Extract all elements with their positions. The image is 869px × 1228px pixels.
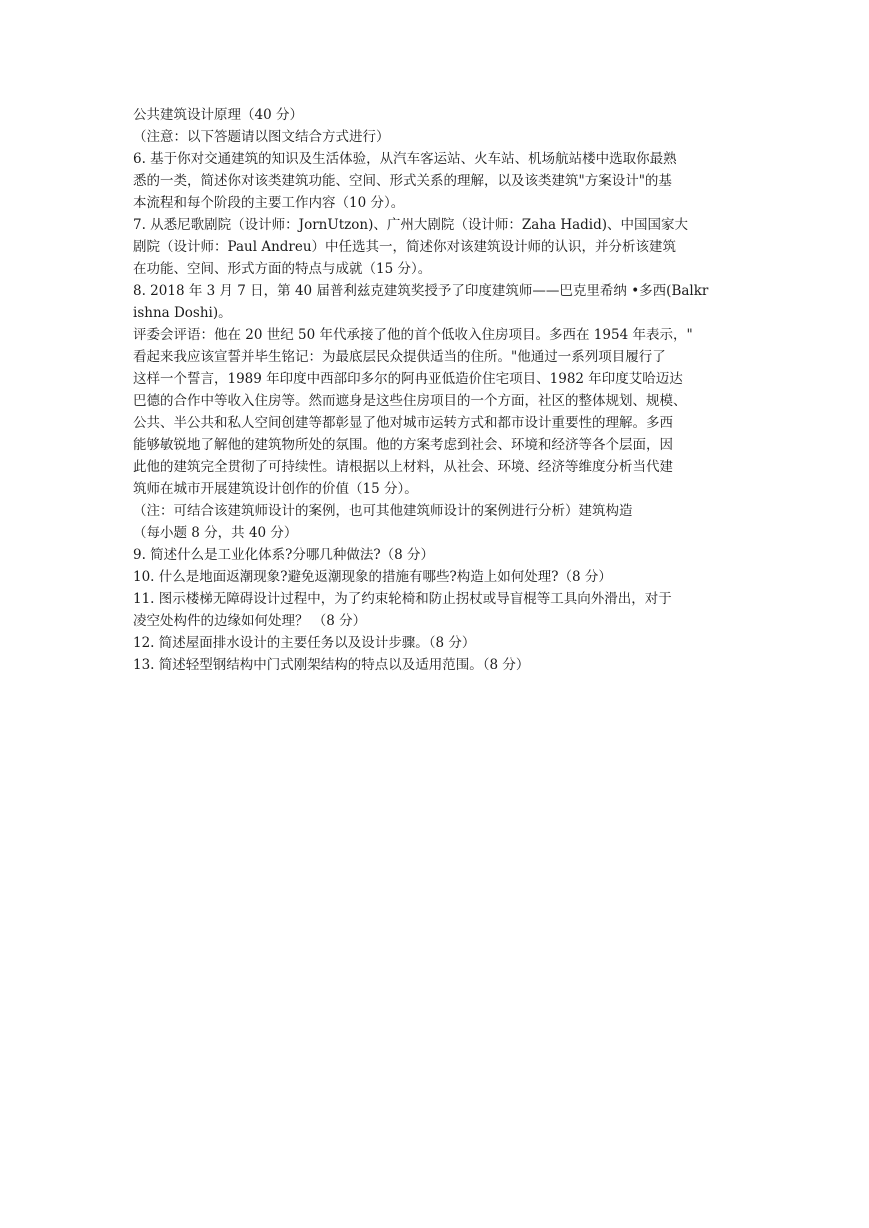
- question-7-line-3: 在功能、空间、形式方面的特点与成就（15 分）。: [133, 261, 432, 277]
- jury-comment-line-8: 筑师在城市开展建筑设计创作的价值（15 分）。: [133, 481, 418, 497]
- question-6-line-1: 6. 基于你对交通建筑的知识及生活体验，从汽车客运站、火车站、机场航站楼中选取你最熟: [133, 151, 677, 167]
- question-7-line-2: 剧院（设计师：Paul Andreu）中任选其一，简述你对该建筑设计师的认识，并分析该建筑: [133, 239, 677, 255]
- question-6-line-3: 本流程和每个阶段的主要工作内容（10 分）。: [133, 195, 405, 211]
- question-12: 12. 简述屋面排水设计的主要任务以及设计步骤。（8 分）: [133, 635, 476, 651]
- question-8-line-2: ishna Doshi)。: [133, 305, 232, 321]
- jury-comment-line-7: 此他的建筑完全贯彻了可持续性。请根据以上材料，从社会、环境、经济等维度分析当代建: [133, 459, 673, 475]
- jury-comment-line-1: 评委会评语：他在 20 世纪 50 年代承接了他的首个低收入住房项目。多西在 1954 年表示，": [133, 327, 693, 343]
- jury-comment-line-2: 看起来我应该宣誓并毕生铭记：为最底层民众提供适当的住所。"他通过一系列项目履行了: [133, 349, 666, 365]
- question-13: 13. 简述轻型钢结构中门式刚架结构的特点以及适用范围。（8 分）: [133, 657, 530, 673]
- note-and-section-title: （注：可结合该建筑师设计的案例，也可其他建筑师设计的案例进行分析）建筑构造: [133, 503, 633, 519]
- jury-comment-line-5: 公共、半公共和私人空间创建等都彰显了他对城市运转方式和都市设计重要性的理解。多西: [133, 415, 673, 431]
- jury-comment-line-3: 这样一个誓言，1989 年印度中西部印多尔的阿冉亚低造价住宅项目、1982 年印度艾哈迈达: [133, 371, 683, 387]
- document-body: [133, 104, 743, 676]
- question-10: 10. 什么是地面返潮现象?避免返潮现象的措施有哪些?构造上如何处理?（8 分）: [133, 569, 612, 585]
- note-line: （注意：以下答题请以图文结合方式进行）: [133, 129, 390, 145]
- question-11-line-2: 凌空处构件的边缘如何处理？ （8 分）: [133, 613, 367, 629]
- question-6-line-2: 悉的一类，简述你对该类建筑功能、空间、形式关系的理解，以及该类建筑"方案设计"的基: [133, 173, 672, 189]
- jury-comment-line-4: 巴德的合作中等收入住房等。然而遮身是这些住房项目的一个方面，社区的整体规划、规模、: [133, 393, 687, 409]
- question-8-line-1: 8. 2018 年 3 月 7 日，第 40 届普利兹克建筑奖授予了印度建筑师——巴克里希纳 •多西(Balkr: [133, 283, 709, 299]
- question-11-line-1: 11. 图示楼梯无障碍设计过程中，为了约束轮椅和防止拐杖或导盲棍等工具向外滑出，对于: [133, 591, 672, 607]
- question-9: 9. 简述什么是工业化体系?分哪几种做法?（8 分）: [133, 547, 435, 563]
- section-title: 公共建筑设计原理（40 分）: [133, 107, 303, 123]
- question-7-line-1: 7. 从悉尼歌剧院（设计师：JornUtzon)、广州大剧院（设计师：Zaha Hadid)、中国国家大: [133, 217, 689, 233]
- jury-comment-line-6: 能够敏锐地了解他的建筑物所处的氛围。他的方案考虑到社会、环境和经济等各个层面，因: [133, 437, 673, 453]
- section-score-note: （每小题 8 分，共 40 分）: [133, 525, 298, 541]
